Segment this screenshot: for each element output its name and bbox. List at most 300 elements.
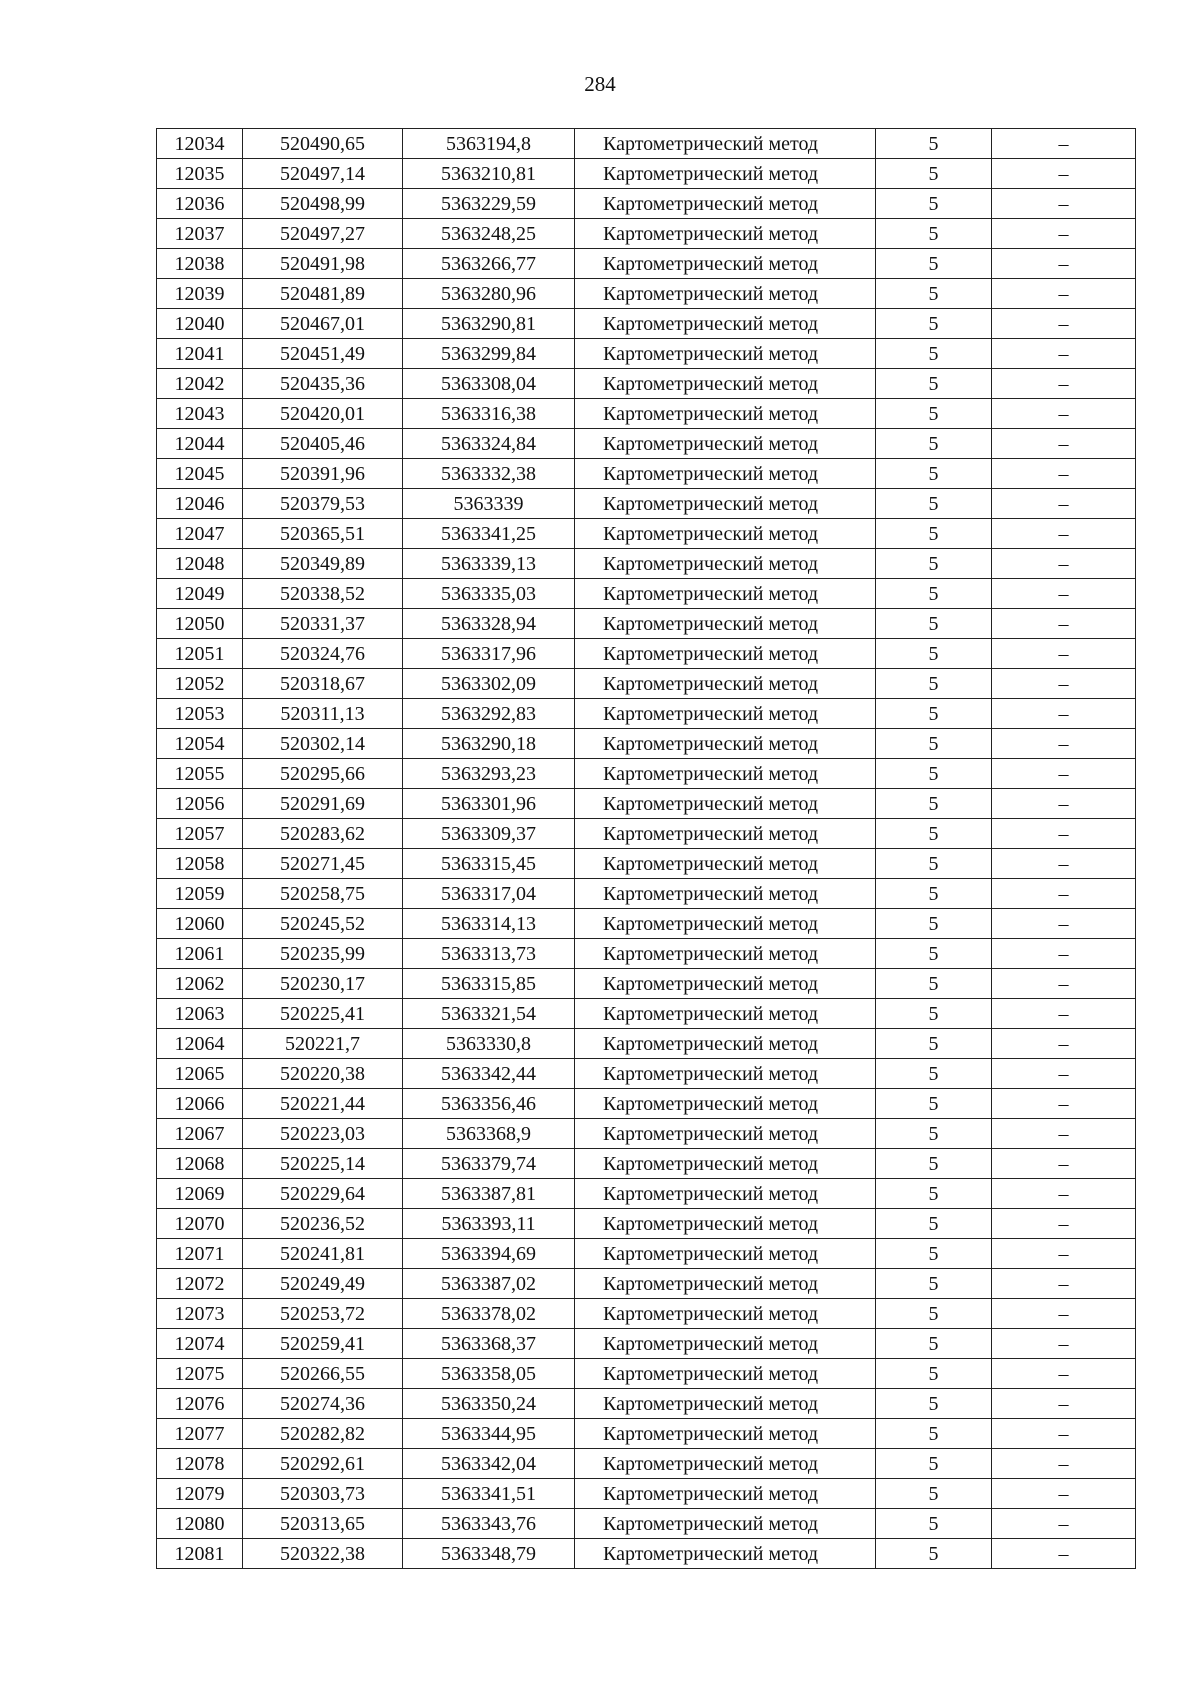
x-coordinate-cell: 520491,98: [243, 249, 403, 279]
table-row: [157, 1029, 1136, 1059]
method-cell: Картометрический метод: [575, 729, 876, 759]
x-coordinate-cell: 520379,53: [243, 489, 403, 519]
accuracy-cell: 5: [876, 759, 992, 789]
y-coordinate-cell: 5363378,02: [403, 1299, 575, 1329]
description-cell: –: [992, 279, 1136, 309]
x-coordinate-cell: 520266,55: [243, 1359, 403, 1389]
table-row: [157, 729, 1136, 759]
table-row: [157, 1209, 1136, 1239]
x-coordinate-cell: 520235,99: [243, 939, 403, 969]
point-number-cell: 12065: [157, 1059, 243, 1089]
method-cell: Картометрический метод: [575, 309, 876, 339]
x-coordinate-cell: 520331,37: [243, 609, 403, 639]
method-cell: Картометрический метод: [575, 1539, 876, 1569]
accuracy-cell: 5: [876, 249, 992, 279]
y-coordinate-cell: 5363332,38: [403, 459, 575, 489]
x-coordinate-cell: 520221,44: [243, 1089, 403, 1119]
point-number-cell: 12057: [157, 819, 243, 849]
x-coordinate-cell: 520435,36: [243, 369, 403, 399]
point-number-cell: 12038: [157, 249, 243, 279]
table-row: [157, 189, 1136, 219]
x-coordinate-cell: 520245,52: [243, 909, 403, 939]
accuracy-cell: 5: [876, 369, 992, 399]
x-coordinate-cell: 520225,14: [243, 1149, 403, 1179]
y-coordinate-cell: 5363344,95: [403, 1419, 575, 1449]
table-row: [157, 1299, 1136, 1329]
method-cell: Картометрический метод: [575, 1119, 876, 1149]
method-cell: Картометрический метод: [575, 1479, 876, 1509]
method-cell: Картометрический метод: [575, 189, 876, 219]
accuracy-cell: 5: [876, 399, 992, 429]
x-coordinate-cell: 520225,41: [243, 999, 403, 1029]
accuracy-cell: 5: [876, 189, 992, 219]
description-cell: –: [992, 1059, 1136, 1089]
y-coordinate-cell: 5363229,59: [403, 189, 575, 219]
x-coordinate-cell: 520498,99: [243, 189, 403, 219]
method-cell: Картометрический метод: [575, 1269, 876, 1299]
method-cell: Картометрический метод: [575, 159, 876, 189]
x-coordinate-cell: 520259,41: [243, 1329, 403, 1359]
accuracy-cell: 5: [876, 1449, 992, 1479]
description-cell: –: [992, 549, 1136, 579]
accuracy-cell: 5: [876, 489, 992, 519]
description-cell: –: [992, 579, 1136, 609]
table-row: [157, 429, 1136, 459]
y-coordinate-cell: 5363387,81: [403, 1179, 575, 1209]
table-row: [157, 669, 1136, 699]
accuracy-cell: 5: [876, 1209, 992, 1239]
accuracy-cell: 5: [876, 1269, 992, 1299]
method-cell: Картометрический метод: [575, 1239, 876, 1269]
description-cell: –: [992, 489, 1136, 519]
point-number-cell: 12035: [157, 159, 243, 189]
description-cell: –: [992, 609, 1136, 639]
x-coordinate-cell: 520253,72: [243, 1299, 403, 1329]
table-row: [157, 969, 1136, 999]
y-coordinate-cell: 5363266,77: [403, 249, 575, 279]
point-number-cell: 12059: [157, 879, 243, 909]
description-cell: –: [992, 1209, 1136, 1239]
point-number-cell: 12079: [157, 1479, 243, 1509]
table-row: [157, 459, 1136, 489]
x-coordinate-cell: 520324,76: [243, 639, 403, 669]
description-cell: –: [992, 1329, 1136, 1359]
point-number-cell: 12055: [157, 759, 243, 789]
accuracy-cell: 5: [876, 1479, 992, 1509]
accuracy-cell: 5: [876, 819, 992, 849]
description-cell: –: [992, 519, 1136, 549]
point-number-cell: 12078: [157, 1449, 243, 1479]
point-number-cell: 12039: [157, 279, 243, 309]
x-coordinate-cell: 520230,17: [243, 969, 403, 999]
table-row: [157, 159, 1136, 189]
x-coordinate-cell: 520322,38: [243, 1539, 403, 1569]
table-row: [157, 909, 1136, 939]
accuracy-cell: 5: [876, 1419, 992, 1449]
y-coordinate-cell: 5363339: [403, 489, 575, 519]
table-row: [157, 1329, 1136, 1359]
description-cell: –: [992, 1179, 1136, 1209]
point-number-cell: 12034: [157, 129, 243, 159]
table-row: [157, 1449, 1136, 1479]
y-coordinate-cell: 5363356,46: [403, 1089, 575, 1119]
x-coordinate-cell: 520229,64: [243, 1179, 403, 1209]
y-coordinate-cell: 5363368,37: [403, 1329, 575, 1359]
table-row: [157, 849, 1136, 879]
point-number-cell: 12076: [157, 1389, 243, 1419]
table-row: [157, 999, 1136, 1029]
description-cell: –: [992, 399, 1136, 429]
point-number-cell: 12052: [157, 669, 243, 699]
method-cell: Картометрический метод: [575, 1449, 876, 1479]
accuracy-cell: 5: [876, 1179, 992, 1209]
point-number-cell: 12049: [157, 579, 243, 609]
accuracy-cell: 5: [876, 879, 992, 909]
x-coordinate-cell: 520271,45: [243, 849, 403, 879]
x-coordinate-cell: 520258,75: [243, 879, 403, 909]
description-cell: –: [992, 969, 1136, 999]
description-cell: –: [992, 459, 1136, 489]
method-cell: Картометрический метод: [575, 789, 876, 819]
accuracy-cell: 5: [876, 849, 992, 879]
method-cell: Картометрический метод: [575, 1509, 876, 1539]
x-coordinate-cell: 520221,7: [243, 1029, 403, 1059]
x-coordinate-cell: 520283,62: [243, 819, 403, 849]
point-number-cell: 12036: [157, 189, 243, 219]
method-cell: Картометрический метод: [575, 1029, 876, 1059]
accuracy-cell: 5: [876, 129, 992, 159]
point-number-cell: 12074: [157, 1329, 243, 1359]
point-number-cell: 12053: [157, 699, 243, 729]
method-cell: Картометрический метод: [575, 249, 876, 279]
description-cell: –: [992, 699, 1136, 729]
accuracy-cell: 5: [876, 969, 992, 999]
y-coordinate-cell: 5363330,8: [403, 1029, 575, 1059]
description-cell: –: [992, 159, 1136, 189]
table-row: [157, 1419, 1136, 1449]
description-cell: –: [992, 249, 1136, 279]
method-cell: Картометрический метод: [575, 669, 876, 699]
description-cell: –: [992, 1149, 1136, 1179]
table-row: [157, 1509, 1136, 1539]
y-coordinate-cell: 5363292,83: [403, 699, 575, 729]
method-cell: Картометрический метод: [575, 1179, 876, 1209]
point-number-cell: 12044: [157, 429, 243, 459]
y-coordinate-cell: 5363315,45: [403, 849, 575, 879]
accuracy-cell: 5: [876, 1239, 992, 1269]
description-cell: –: [992, 309, 1136, 339]
point-number-cell: 12048: [157, 549, 243, 579]
table-row: [157, 759, 1136, 789]
accuracy-cell: 5: [876, 789, 992, 819]
x-coordinate-cell: 520405,46: [243, 429, 403, 459]
method-cell: Картометрический метод: [575, 849, 876, 879]
x-coordinate-cell: 520274,36: [243, 1389, 403, 1419]
x-coordinate-cell: 520365,51: [243, 519, 403, 549]
y-coordinate-cell: 5363316,38: [403, 399, 575, 429]
method-cell: Картометрический метод: [575, 609, 876, 639]
point-number-cell: 12072: [157, 1269, 243, 1299]
description-cell: –: [992, 1449, 1136, 1479]
description-cell: –: [992, 429, 1136, 459]
description-cell: –: [992, 1509, 1136, 1539]
accuracy-cell: 5: [876, 639, 992, 669]
y-coordinate-cell: 5363315,85: [403, 969, 575, 999]
description-cell: –: [992, 759, 1136, 789]
method-cell: Картометрический метод: [575, 1299, 876, 1329]
coordinates-table: [156, 128, 1136, 1569]
method-cell: Картометрический метод: [575, 279, 876, 309]
x-coordinate-cell: 520338,52: [243, 579, 403, 609]
page-number: 284: [584, 72, 616, 96]
method-cell: Картометрический метод: [575, 399, 876, 429]
method-cell: Картометрический метод: [575, 759, 876, 789]
description-cell: –: [992, 909, 1136, 939]
x-coordinate-cell: 520241,81: [243, 1239, 403, 1269]
accuracy-cell: 5: [876, 459, 992, 489]
accuracy-cell: 5: [876, 909, 992, 939]
method-cell: Картометрический метод: [575, 429, 876, 459]
point-number-cell: 12068: [157, 1149, 243, 1179]
description-cell: –: [992, 939, 1136, 969]
table-row: [157, 639, 1136, 669]
accuracy-cell: 5: [876, 579, 992, 609]
y-coordinate-cell: 5363290,81: [403, 309, 575, 339]
x-coordinate-cell: 520282,82: [243, 1419, 403, 1449]
accuracy-cell: 5: [876, 939, 992, 969]
table-row: [157, 1119, 1136, 1149]
x-coordinate-cell: 520497,27: [243, 219, 403, 249]
x-coordinate-cell: 520302,14: [243, 729, 403, 759]
accuracy-cell: 5: [876, 159, 992, 189]
x-coordinate-cell: 520349,89: [243, 549, 403, 579]
y-coordinate-cell: 5363342,04: [403, 1449, 575, 1479]
method-cell: Картометрический метод: [575, 639, 876, 669]
y-coordinate-cell: 5363301,96: [403, 789, 575, 819]
accuracy-cell: 5: [876, 1509, 992, 1539]
y-coordinate-cell: 5363387,02: [403, 1269, 575, 1299]
x-coordinate-cell: 520223,03: [243, 1119, 403, 1149]
description-cell: –: [992, 1479, 1136, 1509]
description-cell: –: [992, 729, 1136, 759]
table-row: [157, 279, 1136, 309]
description-cell: –: [992, 1239, 1136, 1269]
description-cell: –: [992, 1359, 1136, 1389]
method-cell: Картометрический метод: [575, 339, 876, 369]
table-row: [157, 1269, 1136, 1299]
method-cell: Картометрический метод: [575, 579, 876, 609]
point-number-cell: 12080: [157, 1509, 243, 1539]
accuracy-cell: 5: [876, 1059, 992, 1089]
accuracy-cell: 5: [876, 729, 992, 759]
accuracy-cell: 5: [876, 609, 992, 639]
accuracy-cell: 5: [876, 999, 992, 1029]
y-coordinate-cell: 5363299,84: [403, 339, 575, 369]
method-cell: Картометрический метод: [575, 969, 876, 999]
table-row: [157, 819, 1136, 849]
y-coordinate-cell: 5363379,74: [403, 1149, 575, 1179]
point-number-cell: 12062: [157, 969, 243, 999]
description-cell: –: [992, 1389, 1136, 1419]
point-number-cell: 12040: [157, 309, 243, 339]
point-number-cell: 12046: [157, 489, 243, 519]
x-coordinate-cell: 520249,49: [243, 1269, 403, 1299]
point-number-cell: 12058: [157, 849, 243, 879]
accuracy-cell: 5: [876, 279, 992, 309]
x-coordinate-cell: 520220,38: [243, 1059, 403, 1089]
method-cell: Картометрический метод: [575, 1089, 876, 1119]
method-cell: Картометрический метод: [575, 459, 876, 489]
method-cell: Картометрический метод: [575, 549, 876, 579]
point-number-cell: 12070: [157, 1209, 243, 1239]
description-cell: –: [992, 219, 1136, 249]
x-coordinate-cell: 520467,01: [243, 309, 403, 339]
x-coordinate-cell: 520490,65: [243, 129, 403, 159]
table-row: [157, 1539, 1136, 1569]
y-coordinate-cell: 5363280,96: [403, 279, 575, 309]
x-coordinate-cell: 520311,13: [243, 699, 403, 729]
method-cell: Картометрический метод: [575, 1419, 876, 1449]
accuracy-cell: 5: [876, 339, 992, 369]
method-cell: Картометрический метод: [575, 1389, 876, 1419]
accuracy-cell: 5: [876, 669, 992, 699]
table-row: [157, 699, 1136, 729]
description-cell: –: [992, 1089, 1136, 1119]
x-coordinate-cell: 520295,66: [243, 759, 403, 789]
accuracy-cell: 5: [876, 1329, 992, 1359]
y-coordinate-cell: 5363248,25: [403, 219, 575, 249]
y-coordinate-cell: 5363341,25: [403, 519, 575, 549]
table-row: [157, 1179, 1136, 1209]
point-number-cell: 12064: [157, 1029, 243, 1059]
table-row: [157, 489, 1136, 519]
y-coordinate-cell: 5363194,8: [403, 129, 575, 159]
point-number-cell: 12081: [157, 1539, 243, 1569]
description-cell: –: [992, 639, 1136, 669]
description-cell: –: [992, 339, 1136, 369]
table-row: [157, 1149, 1136, 1179]
description-cell: –: [992, 879, 1136, 909]
table-row: [157, 579, 1136, 609]
description-cell: –: [992, 129, 1136, 159]
point-number-cell: 12077: [157, 1419, 243, 1449]
y-coordinate-cell: 5363394,69: [403, 1239, 575, 1269]
point-number-cell: 12063: [157, 999, 243, 1029]
y-coordinate-cell: 5363335,03: [403, 579, 575, 609]
method-cell: Картометрический метод: [575, 999, 876, 1029]
method-cell: Картометрический метод: [575, 489, 876, 519]
description-cell: –: [992, 1029, 1136, 1059]
method-cell: Картометрический метод: [575, 1149, 876, 1179]
accuracy-cell: 5: [876, 1389, 992, 1419]
method-cell: Картометрический метод: [575, 939, 876, 969]
table-row: [157, 1479, 1136, 1509]
accuracy-cell: 5: [876, 549, 992, 579]
accuracy-cell: 5: [876, 429, 992, 459]
y-coordinate-cell: 5363393,11: [403, 1209, 575, 1239]
accuracy-cell: 5: [876, 1089, 992, 1119]
point-number-cell: 12061: [157, 939, 243, 969]
coordinates-table-body: [157, 129, 1136, 1569]
accuracy-cell: 5: [876, 519, 992, 549]
description-cell: –: [992, 1299, 1136, 1329]
y-coordinate-cell: 5363368,9: [403, 1119, 575, 1149]
y-coordinate-cell: 5363308,04: [403, 369, 575, 399]
table-row: [157, 1059, 1136, 1089]
point-number-cell: 12050: [157, 609, 243, 639]
point-number-cell: 12045: [157, 459, 243, 489]
table-row: [157, 879, 1136, 909]
method-cell: Картометрический метод: [575, 1059, 876, 1089]
point-number-cell: 12037: [157, 219, 243, 249]
table-row: [157, 249, 1136, 279]
accuracy-cell: 5: [876, 1119, 992, 1149]
description-cell: –: [992, 999, 1136, 1029]
point-number-cell: 12041: [157, 339, 243, 369]
accuracy-cell: 5: [876, 1539, 992, 1569]
table-row: [157, 939, 1136, 969]
table-row: [157, 789, 1136, 819]
point-number-cell: 12071: [157, 1239, 243, 1269]
accuracy-cell: 5: [876, 1359, 992, 1389]
x-coordinate-cell: 520313,65: [243, 1509, 403, 1539]
y-coordinate-cell: 5363339,13: [403, 549, 575, 579]
y-coordinate-cell: 5363313,73: [403, 939, 575, 969]
point-number-cell: 12054: [157, 729, 243, 759]
method-cell: Картометрический метод: [575, 699, 876, 729]
x-coordinate-cell: 520303,73: [243, 1479, 403, 1509]
method-cell: Картометрический метод: [575, 219, 876, 249]
y-coordinate-cell: 5363293,23: [403, 759, 575, 789]
x-coordinate-cell: 520318,67: [243, 669, 403, 699]
y-coordinate-cell: 5363302,09: [403, 669, 575, 699]
table-row: [157, 609, 1136, 639]
description-cell: –: [992, 1419, 1136, 1449]
y-coordinate-cell: 5363341,51: [403, 1479, 575, 1509]
table-row: [157, 1359, 1136, 1389]
x-coordinate-cell: 520451,49: [243, 339, 403, 369]
table-row: [157, 549, 1136, 579]
description-cell: –: [992, 819, 1136, 849]
x-coordinate-cell: 520292,61: [243, 1449, 403, 1479]
x-coordinate-cell: 520236,52: [243, 1209, 403, 1239]
y-coordinate-cell: 5363348,79: [403, 1539, 575, 1569]
point-number-cell: 12069: [157, 1179, 243, 1209]
point-number-cell: 12066: [157, 1089, 243, 1119]
y-coordinate-cell: 5363210,81: [403, 159, 575, 189]
description-cell: –: [992, 669, 1136, 699]
method-cell: Картометрический метод: [575, 129, 876, 159]
y-coordinate-cell: 5363317,96: [403, 639, 575, 669]
table-row: [157, 369, 1136, 399]
point-number-cell: 12060: [157, 909, 243, 939]
accuracy-cell: 5: [876, 1299, 992, 1329]
point-number-cell: 12056: [157, 789, 243, 819]
y-coordinate-cell: 5363358,05: [403, 1359, 575, 1389]
method-cell: Картометрический метод: [575, 369, 876, 399]
description-cell: –: [992, 189, 1136, 219]
method-cell: Картометрический метод: [575, 909, 876, 939]
table-row: [157, 519, 1136, 549]
y-coordinate-cell: 5363350,24: [403, 1389, 575, 1419]
description-cell: –: [992, 789, 1136, 819]
description-cell: –: [992, 1539, 1136, 1569]
x-coordinate-cell: 520291,69: [243, 789, 403, 819]
accuracy-cell: 5: [876, 309, 992, 339]
point-number-cell: 12075: [157, 1359, 243, 1389]
point-number-cell: 12073: [157, 1299, 243, 1329]
x-coordinate-cell: 520497,14: [243, 159, 403, 189]
